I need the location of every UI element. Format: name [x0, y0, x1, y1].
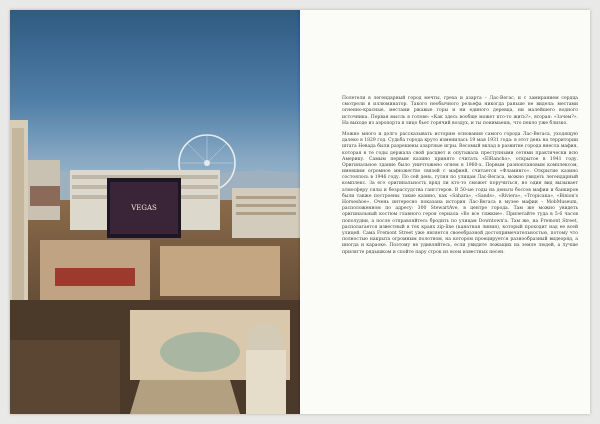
paragraph: Полетели в легендарный город мечты, греха и азарта – Лас-Вегас, и с замиранием сердца смотрели в иллюминатор. Такого необычного рельефа никогда раньше не видела: местами огненно-красные, местами ржавые горы и ни единого деревца, ни малейшего водного источника. Первая мысль в голове: «Как здесь вообще может кто-то жить?», вторая: «Зачем?». На выходе из аэропорта в лицо бьет горячий воздух, и ты понимаешь, что пекло уже близко. — [342, 96, 578, 126]
article-body — [342, 96, 578, 261]
paragraph: Можно много и долго рассказывать историю основания самого города Лас-Вегаса, уходящую далеко в 1829 год. Судьба города круто изменилась 19 мая 1931 года: в этот день на территории штата Невада были разрешены азартные игры. Весомый вклад в развитие города внесла мафия, которая в те годы держала свой расцвет и опутывала преступными сетями практически всю Америку. Самым первым казино принято считать «ElRancho», открытое в 1941 году. Оригинальное здание было уничтожено огнем в 1960-х. Первым разноплановым комплексом, имевшим огромное множество связей с мафией, считается «Фламинго». Открытие казино состоялось в 1946 году. По сей день, гуляя по улицам Лас-Вегаса, можно увидеть легендарный комплекс. За его оригинальность вряд ли кто-то сможет поручиться, но один вид вызывает атмосферу силы и безрассудства гангстеров. В 50-ые годы на деньги боссов мафии и банкиров были также построены такие казино, как «Sahara», «Sands», «Riviera», «Tropicana», «Binion's Horseshoe». Очень интересно показана история Лас-Вегаса в музее мафии – MobMuseum, расположенном по адресу: 300 StewartAve, в центре города. Там же можно увидеть оригинальный костюм главного героя сериала «Во все тяжкие». Прилетайте туда в 5-6 часов пополудни, а после отправляйтесь бродить по улицам Downtown'а. Там же, на Fremont Street, располагается известный в тех краях zip-line (канатная линия), который проходит над ее всей улицей. Сама Fremont Street уже является своеобразной достопримечательностью, потому что полностью накрыта огромным полотном, на котором проецируется разнообразный видеоряд, а иногда и караоке. Поэтому не удивляйтесь, если увидите лежащих на земле людей, а лучше прилягте рядышком и спойте пару строк из всем известных песен. — [342, 131, 578, 255]
right-page — [300, 10, 590, 414]
left-page — [10, 10, 300, 414]
billboard-text: VEGAS — [131, 204, 157, 212]
las-vegas-photo — [10, 10, 300, 414]
